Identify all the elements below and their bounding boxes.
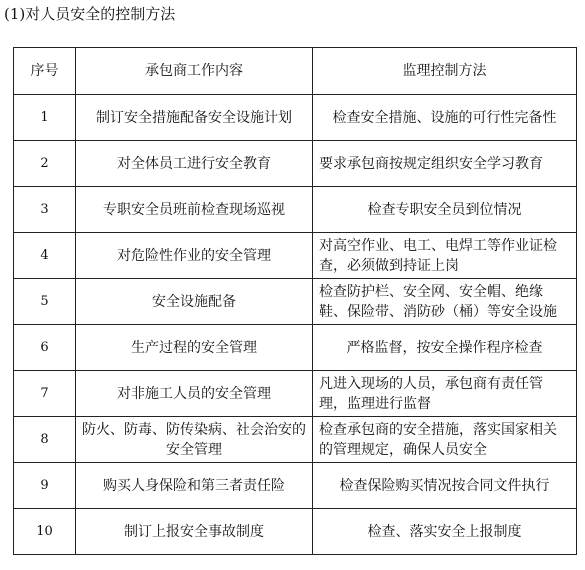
row-number: 4 <box>14 233 76 279</box>
control-method <box>313 279 577 325</box>
column-header-work: 承包商工作内容 <box>76 48 313 95</box>
contractor-work: 生产过程的安全管理 <box>76 325 313 371</box>
table-row <box>14 371 577 417</box>
control-method <box>313 371 577 417</box>
control-method: 检查安全措施、设施的可行性完备性 <box>313 95 577 141</box>
table-row <box>14 233 577 279</box>
table-row <box>14 325 577 371</box>
control-method-text: 检查防护栏、安全网、安全帽、绝缘鞋、保险带、消防砂（桶）等安全设施 <box>319 283 557 320</box>
table-row <box>14 417 577 463</box>
control-method-text: 检查承包商的安全措施，落实国家相关的管理规定，确保人员安全 <box>319 421 557 458</box>
table-row <box>14 463 577 509</box>
control-method <box>313 417 577 463</box>
table-row <box>14 141 577 187</box>
contractor-work: 购买人身保险和第三者责任险 <box>76 463 313 509</box>
row-number: 10 <box>14 509 76 555</box>
control-method: 严格监督，按安全操作程序检查 <box>313 325 577 371</box>
contractor-work: 安全设施配备 <box>76 279 313 325</box>
control-method: 检查保险购买情况按合同文件执行 <box>313 463 577 509</box>
control-method-text: 对高空作业、电工、电焊工等作业证检查，必须做到持证上岗 <box>319 237 557 274</box>
control-method <box>313 233 577 279</box>
contractor-work: 防火、防毒、防传染病、社会治安的安全管理 <box>76 417 313 463</box>
table-row <box>14 509 577 555</box>
row-number: 1 <box>14 95 76 141</box>
table-row <box>14 279 577 325</box>
control-method <box>313 141 577 187</box>
row-number: 6 <box>14 325 76 371</box>
contractor-work: 对非施工人员的安全管理 <box>76 371 313 417</box>
contractor-work: 专职安全员班前检查现场巡视 <box>76 187 313 233</box>
column-header-no: 序号 <box>14 48 76 95</box>
row-number: 5 <box>14 279 76 325</box>
control-method: 检查专职安全员到位情况 <box>313 187 577 233</box>
control-method: 检查、落实安全上报制度 <box>313 509 577 555</box>
contractor-work: 对全体员工进行安全教育 <box>76 141 313 187</box>
control-method-text: 凡进入现场的人员，承包商有责任管理，监理进行监督 <box>319 375 543 412</box>
row-number: 8 <box>14 417 76 463</box>
row-number: 7 <box>14 371 76 417</box>
table-row <box>14 95 577 141</box>
table-row <box>14 187 577 233</box>
row-number: 9 <box>14 463 76 509</box>
section-heading: (1)对人员安全的控制方法 <box>4 5 176 23</box>
safety-control-table <box>13 47 577 555</box>
row-number: 3 <box>14 187 76 233</box>
contractor-work: 对危险性作业的安全管理 <box>76 233 313 279</box>
control-method-text: 要求承包商按规定组织安全学习教育 <box>319 155 543 172</box>
row-number: 2 <box>14 141 76 187</box>
column-header-method: 监理控制方法 <box>313 48 577 95</box>
contractor-work: 制订安全措施配备安全设施计划 <box>76 95 313 141</box>
table-header-row <box>14 48 577 95</box>
contractor-work: 制订上报安全事故制度 <box>76 509 313 555</box>
